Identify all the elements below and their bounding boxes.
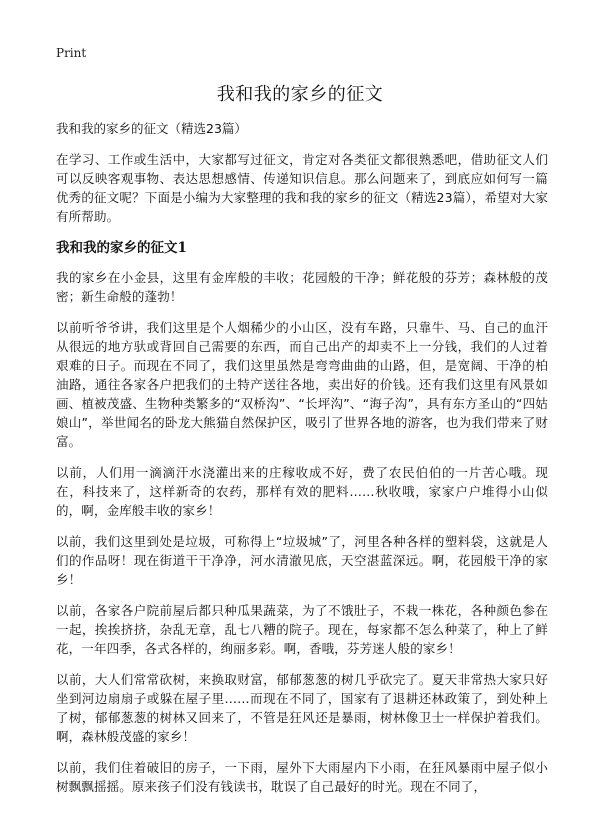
body-paragraph: 以前，我们住着破旧的房子，一下雨，屋外下大雨屋内下小雨，在狂风暴雨中屋子似小树飘飘摇摇。原来孩子们没有钱读书，耽误了自己最好的时光。现在不同了， <box>56 760 548 794</box>
body-paragraph: 以前听爷爷讲，我们这里是个人烟稀少的小山区，没有车路，只靠牛、马、自己的血汗从很远的地方驮或背回自己需要的东西，而自己出产的却卖不上一分钱，我们的人过着艰难的日子。而现在不同了，我们这里虽然是弯弯曲曲的山路，但，是宽阔、干净的柏油路，通往各家各户把我们的土特产送往各地，卖出好的价钱。还有我们这里有风景如画、植被茂盛、生物种类繁多的“双桥沟”、“长坪沟”、“海子沟”，具有东方圣山的“四姑娘山”，举世闻名的卧龙大熊猫自然保护区，吸引了世界各地的游客，也为我们带来了财富。 <box>56 320 548 449</box>
document-subtitle: 我和我的家乡的征文（精选23篇） <box>56 121 247 136</box>
body-paragraph: 以前，大人们常常砍树，来换取财富，郁郁葱葱的树几乎砍完了。夏天非常热大家只好坐到河边扇扇子或躲在屋子里……而现在不同了，国家有了退耕还林政策了，到处种上了树，郁郁葱葱的树林又回来了，不管是狂风还是暴雨，树林像卫士一样保护着我们。啊，森林般茂盛的家乡！ <box>56 672 548 744</box>
print-link[interactable]: Print <box>56 46 87 60</box>
body-paragraph: 以前，我们这里到处是垃圾，可称得上“垃圾城”了，河里各种各样的塑料袋，这就是人们的作品呀！现在街道干干净净，河水清澈见底，天空湛蓝深远。啊，花园般干净的家乡！ <box>56 534 548 587</box>
body-paragraph: 以前，各家各户院前屋后都只种瓜果蔬菜，为了不饿肚子，不栽一株花，各种颜色参在一起，挨挨挤挤，杂乱无章，乱七八糟的院子。现在，每家都不怎么种菜了，种上了鲜花，一年四季，各式各样的，绚丽多彩。啊，香哦，芬芳迷人般的家乡！ <box>56 603 548 656</box>
intro-paragraph: 在学习、工作或生活中，大家都写过征文，肯定对各类征文都很熟悉吧，借助征文人们可以反映客观事物、表达思想感情、传递知识信息。那么问题来了，到底应如何写一篇优秀的征文呢？下面是小编为大家整理的我和我的家乡的征文（精选23篇），希望对大家有所帮助。 <box>56 152 548 224</box>
body-paragraph: 我的家乡在小金县，这里有金库般的丰收；花园般的干净；鲜花般的芬芳；森林般的茂密；新生命般的蓬勃！ <box>56 270 548 304</box>
body-paragraph: 以前，人们用一滴滴汗水浇灌出来的庄稼收成不好，费了农民伯伯的一片苦心哦。现在，科技来了，这样新奇的农药，那样有效的肥料……秋收哦，家家户户堆得小山似的，啊，金库般丰收的家乡！ <box>56 465 548 518</box>
document-title: 我和我的家乡的征文 <box>216 84 384 105</box>
document-body <box>56 120 548 808</box>
section-heading: 我和我的家乡的征文1 <box>56 240 187 256</box>
